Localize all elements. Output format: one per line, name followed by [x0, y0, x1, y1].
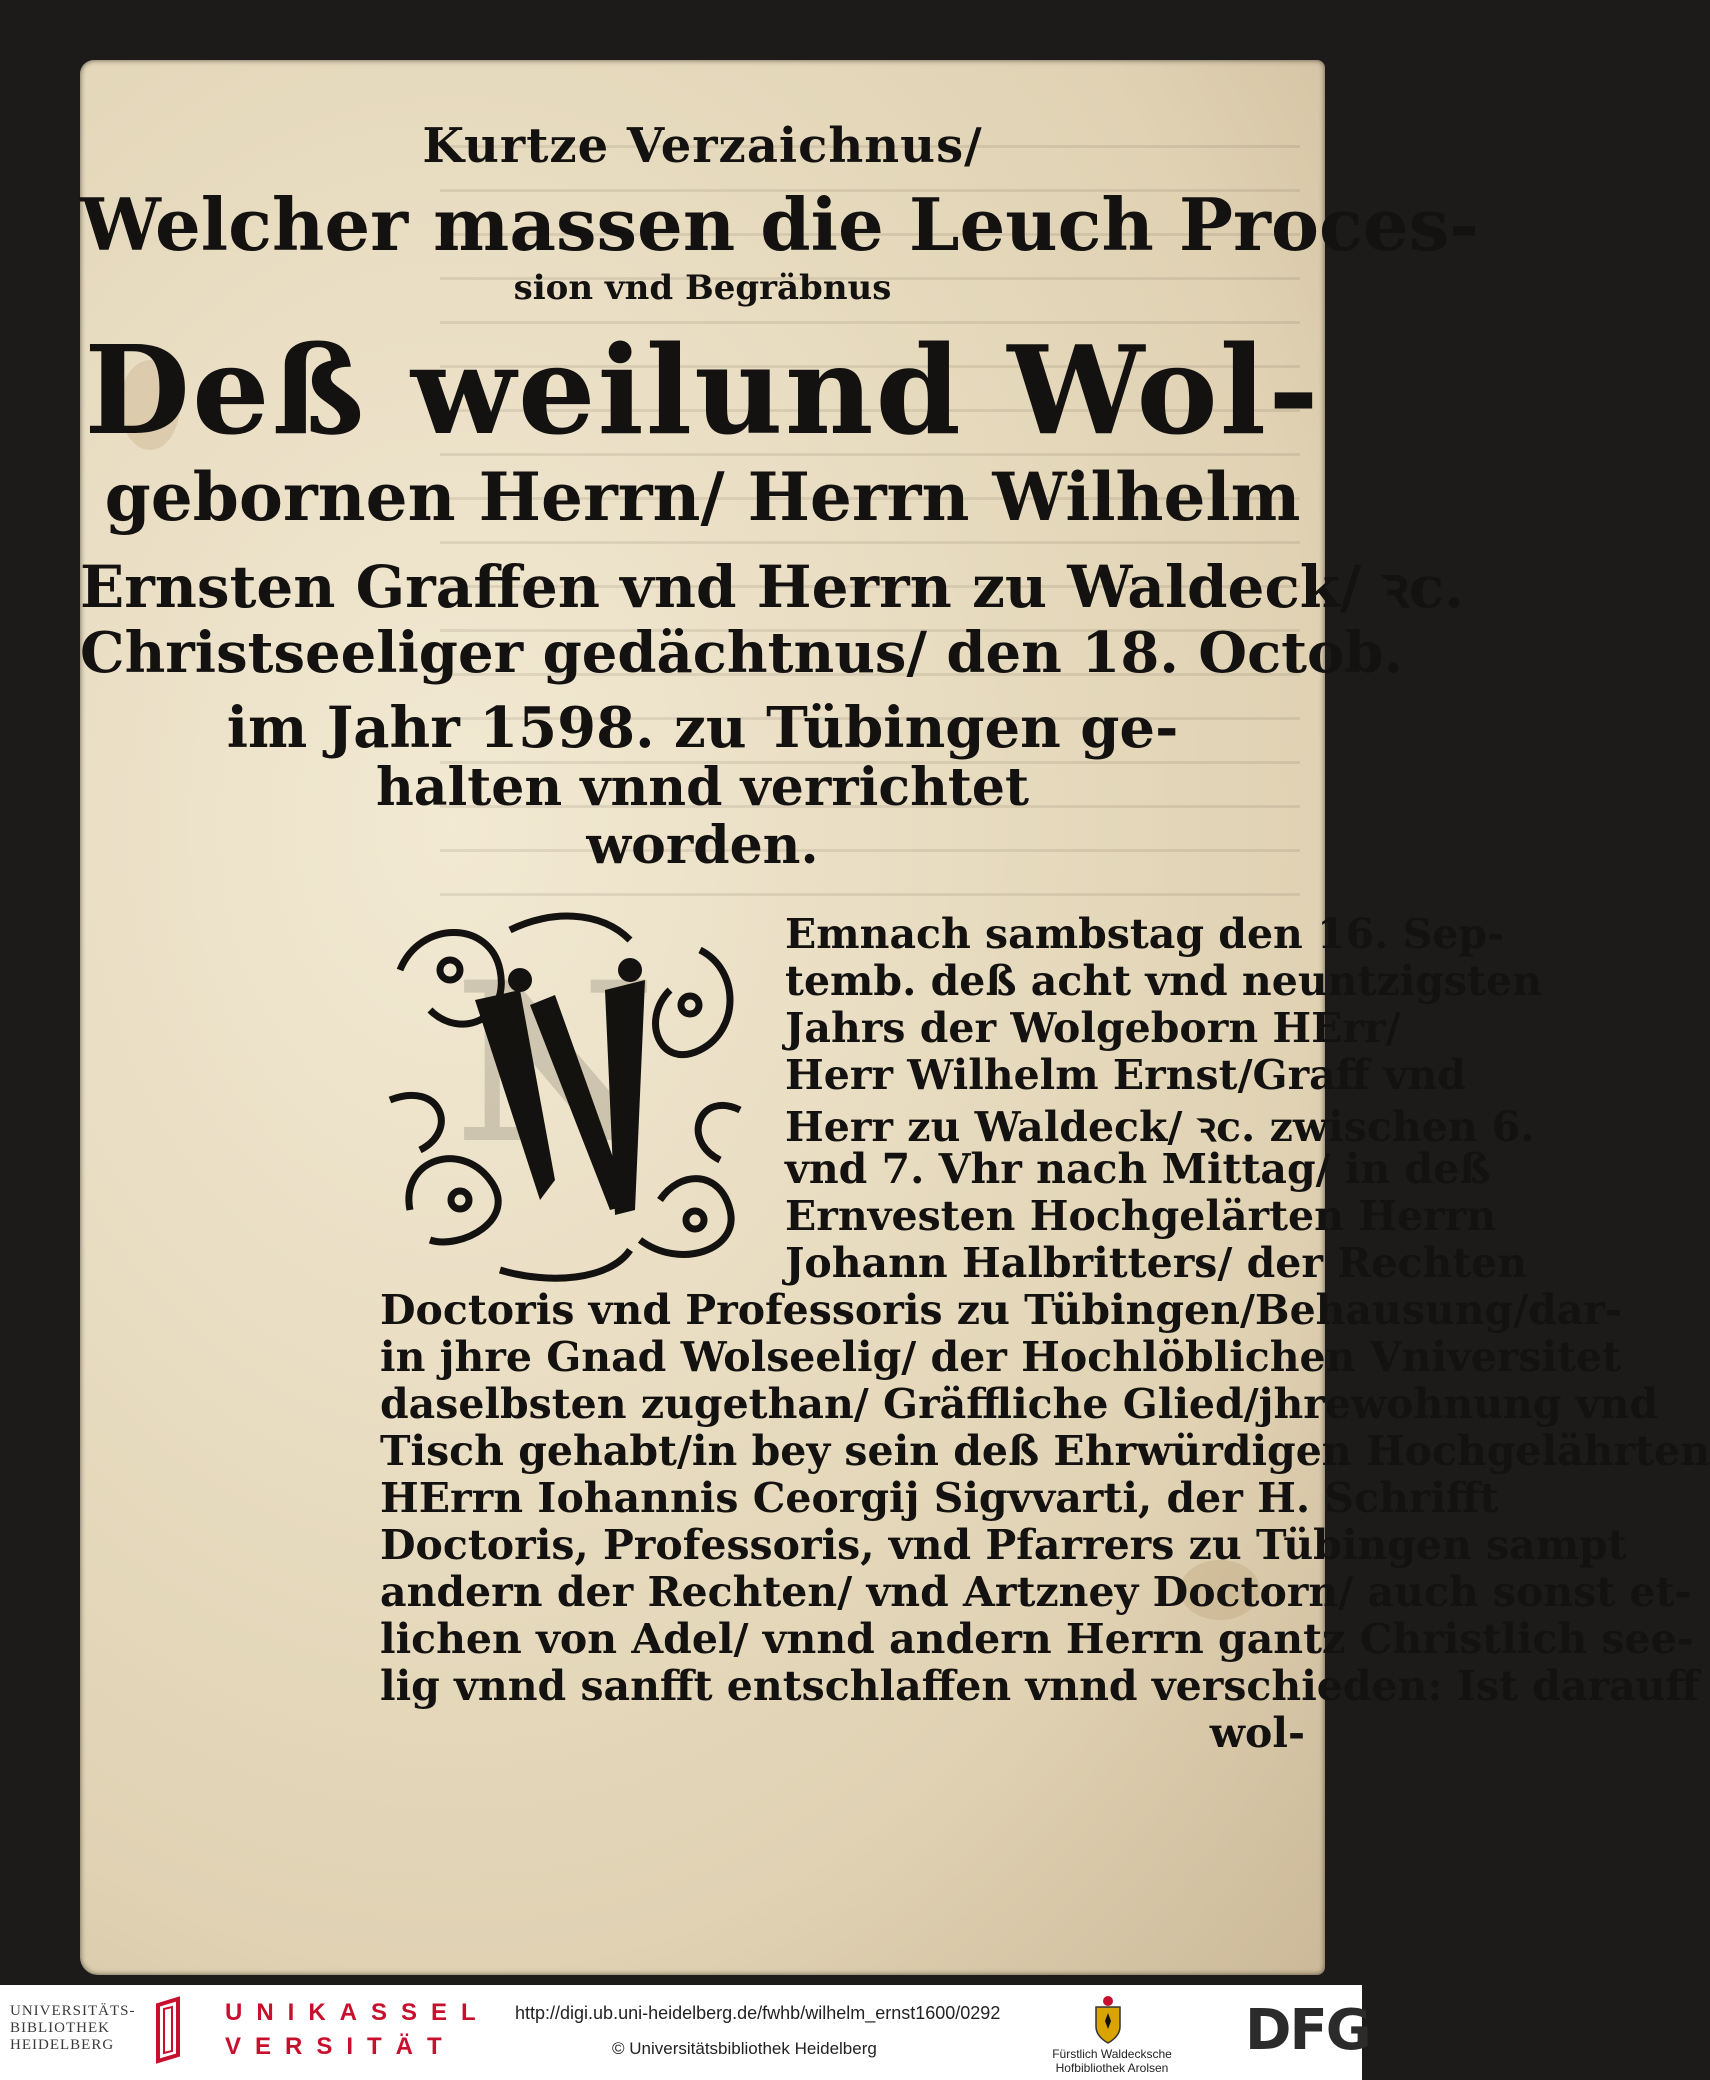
- waldeck-library-label[interactable]: Fürstlich Waldecksche Hofbibliothek Arolsen: [1052, 2047, 1172, 2075]
- initial-letter: N: [454, 933, 656, 1192]
- text-line: lig vnnd sanfft entschlaffen vnnd verschieden: Ist darauff: [380, 1662, 1700, 1710]
- text-line: Tisch gehabt/in bey sein deß Ehrwürdigen Hochgelährten: [380, 1427, 1710, 1475]
- title-line-5: gebornen Herrn/ Herrn Wilhelm: [104, 458, 1301, 536]
- text-line: in jhre Gnad Wolseelig/ der Hochlöblichen Vniversitet: [380, 1333, 1622, 1381]
- dfg-logo[interactable]: DFG: [1245, 1998, 1370, 2063]
- copyright-notice: © Universitätsbibliothek Heidelberg: [612, 2039, 877, 2058]
- text-line: Ernvesten Hochgelärten Herrn: [785, 1192, 1497, 1240]
- footer-bar: [0, 1985, 1370, 2080]
- text-line: Herr Wilhelm Ernst/Graff vnd: [785, 1051, 1466, 1099]
- source-url-link[interactable]: http://digi.ub.uni-heidelberg.de/fwhb/wilhelm_ernst1600/0292: [515, 2003, 1001, 2023]
- catchword: wol-: [1209, 1709, 1305, 1757]
- text-line: Johann Halbritters/ der Rechten: [785, 1239, 1528, 1287]
- uni-kassel-logo-bottom[interactable]: VERSITÄT: [225, 2033, 456, 2060]
- text-line: temb. deß acht vnd neuntzigsten: [785, 957, 1542, 1005]
- waldeck-crest-icon[interactable]: [1090, 1993, 1126, 2045]
- book-page: [80, 60, 1710, 1975]
- title-line-1: Kurtze Verzaichnus/: [422, 118, 983, 174]
- heidelberg-logo-icon[interactable]: [150, 1995, 190, 2065]
- title-line-8: im Jahr 1598. zu Tübingen ge-: [226, 695, 1179, 761]
- title-line-10: worden.: [586, 815, 819, 876]
- text-line: Doctoris, Professoris, vnd Pfarrers zu Tübingen sampt: [380, 1521, 1627, 1569]
- title-line-3: sion vnd Begräbnus: [513, 268, 892, 308]
- title-line-9: halten vnnd verrichtet: [376, 757, 1029, 818]
- text-line: HErrn Iohannis Ceorgij Sigvvarti, der H. Schrifft: [380, 1474, 1499, 1522]
- text-line: Emnach sambstag den 16. Sep-: [785, 910, 1505, 958]
- title-line-7: Christseeliger gedächtnus/ den 18. Octob.: [80, 620, 1404, 686]
- text-line: Doctoris vnd Professoris zu Tübingen/Behausung/dar-: [380, 1286, 1623, 1334]
- text-line: Herr zu Waldeck/ ꝛc. zwischen 6.: [785, 1103, 1535, 1151]
- text-line: lichen von Adel/ vnnd andern Herrn gantz Christlich see-: [380, 1615, 1694, 1663]
- decorated-initial-n: [380, 910, 760, 1285]
- title-line-6: Ernsten Graffen vnd Herrn zu Waldeck/ ꝛc.: [80, 553, 1465, 621]
- uni-heidelberg-label[interactable]: UNIVERSITÄTS- BIBLIOTHEK HEIDELBERG: [10, 2003, 136, 2053]
- title-line-4: Deß weilund Wol-: [84, 318, 1321, 462]
- uni-kassel-logo-top[interactable]: UNIKASSEL: [225, 1999, 490, 2026]
- text-line: daselbsten zugethan/ Gräffliche Glied/jhrewohnung vnd: [380, 1380, 1659, 1428]
- text-line: vnd 7. Vhr nach Mittag/ in deß: [785, 1145, 1491, 1193]
- title-line-2: Welcher massen die Leuch Proces-: [80, 182, 1480, 267]
- text-line: andern der Rechten/ vnd Artzney Doctorn/ auch sonst et-: [380, 1568, 1692, 1616]
- text-line: Jahrs der Wolgeborn HErr/: [785, 1004, 1401, 1052]
